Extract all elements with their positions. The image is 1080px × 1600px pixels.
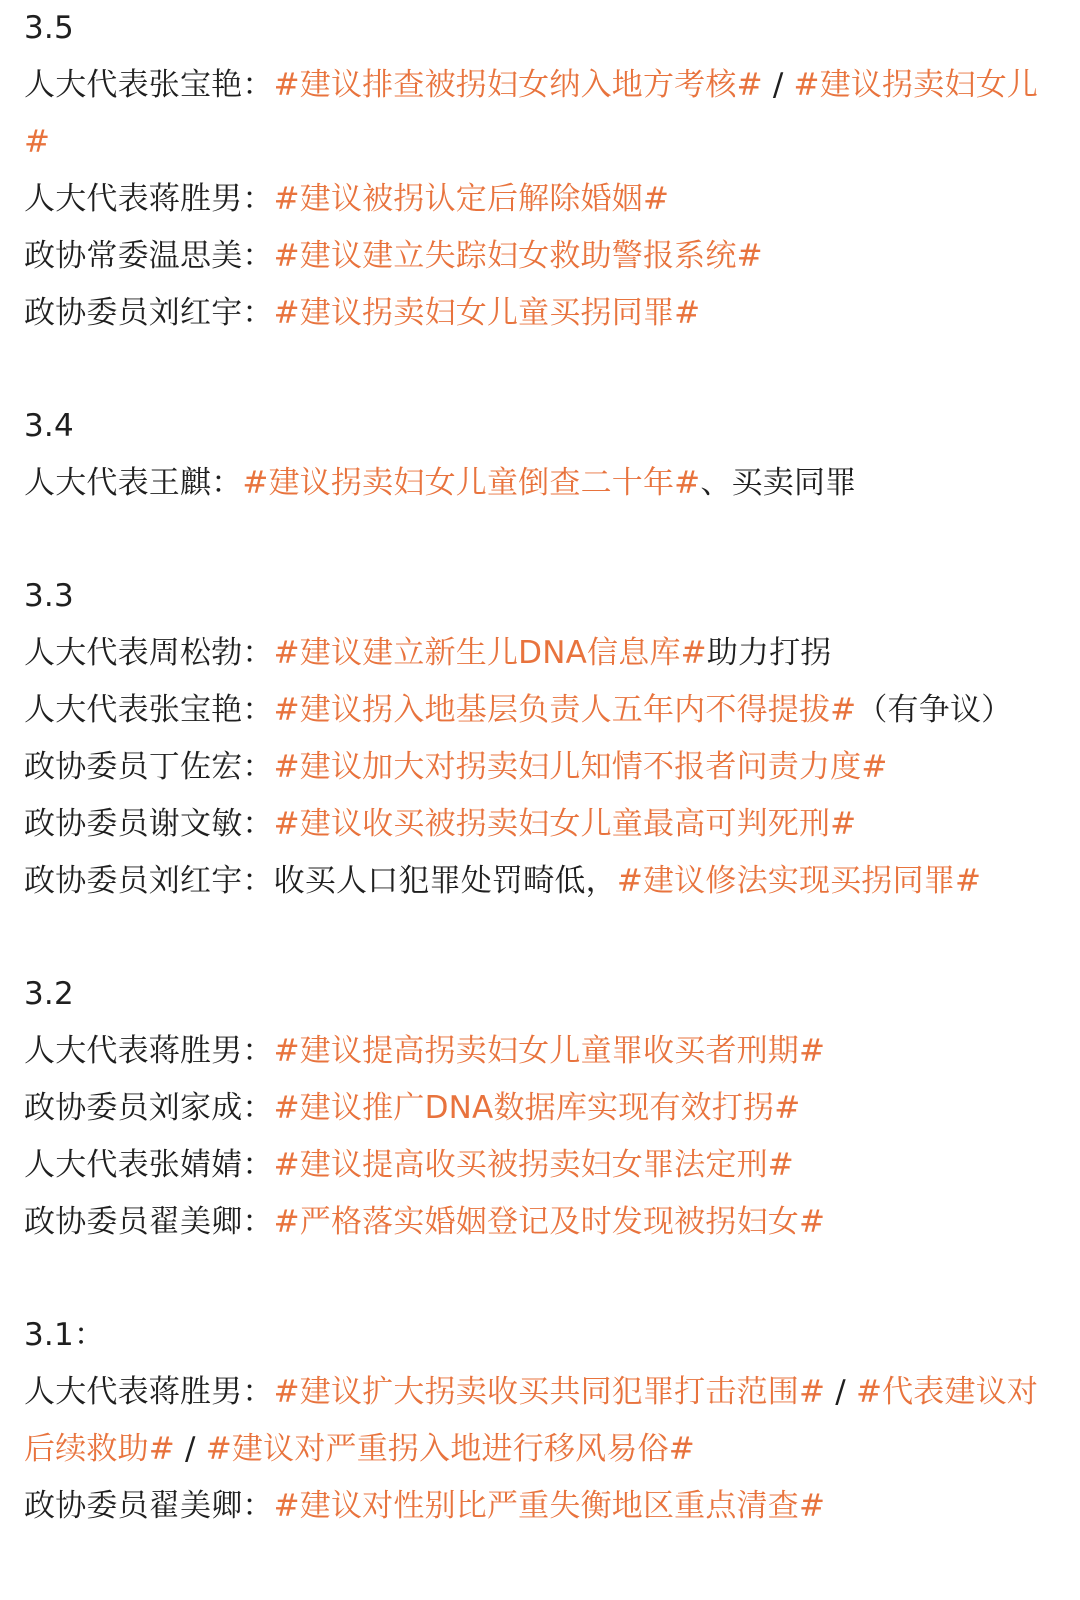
entry-text: 人大代表张婧婧： — [24, 1147, 274, 1183]
entry-line — [24, 1478, 1080, 1535]
section-spacer — [24, 910, 1080, 966]
entry-line — [24, 796, 1080, 853]
entry-line — [24, 1137, 1080, 1194]
hashtag-link[interactable]: #建议修法实现买拐同罪# — [616, 863, 982, 899]
entry-text: 政协委员刘红宇：收买人口犯罪处罚畸低， — [24, 863, 617, 899]
entry-text: 人大代表张宝艳： — [24, 67, 274, 103]
entry-text: （有争议） — [856, 692, 1013, 728]
entry-text: / — [825, 1374, 856, 1410]
hashtag-link[interactable]: #建议收买被拐卖妇女儿童最高可判死刑# — [273, 806, 857, 842]
entry-text: 政协委员丁佐宏： — [24, 749, 274, 785]
date-label: 3.1： — [24, 1317, 106, 1353]
hashtag-link[interactable]: #严格落实婚姻登记及时发现被拐妇女# — [273, 1204, 826, 1240]
hashtag-link[interactable]: #建议拐卖妇女儿童倒查二十年# — [242, 465, 701, 501]
entry-line — [24, 1023, 1080, 1080]
hashtag-link[interactable]: #代表建议对 — [855, 1374, 1039, 1410]
hashtag-link[interactable]: #建议扩大拐卖收买共同犯罪打击范围# — [273, 1374, 826, 1410]
entry-line — [24, 1080, 1080, 1137]
entry-text: / — [174, 1431, 206, 1467]
entry-text: 政协委员刘红宇： — [24, 295, 274, 331]
entry-line — [24, 682, 1080, 739]
entry-text: 人大代表蒋胜男： — [24, 1374, 274, 1410]
section-spacer — [24, 1251, 1080, 1307]
date-heading — [24, 966, 1080, 1023]
date-label: 3.5 — [24, 10, 74, 46]
hashtag-link[interactable]: #建议提高拐卖妇女儿童罪收买者刑期# — [273, 1033, 826, 1069]
hashtag-link[interactable]: #建议对性别比严重失衡地区重点清查# — [273, 1488, 826, 1524]
date-heading — [24, 0, 1080, 57]
hashtag-link[interactable]: #建议拐卖妇女儿 — [793, 67, 1039, 103]
hashtag-link[interactable]: #建议拐入地基层负责人五年内不得提拔# — [273, 692, 857, 728]
entry-line — [24, 228, 1080, 285]
post-text-body — [24, 0, 1080, 1535]
date-label: 3.4 — [24, 408, 74, 444]
entry-text: / — [762, 67, 794, 103]
entry-line — [24, 285, 1080, 342]
hashtag-link[interactable]: 后续救助# — [24, 1431, 175, 1467]
hashtag-link[interactable]: #建议拐卖妇女儿童买拐同罪# — [273, 295, 701, 331]
entry-text: 人大代表蒋胜男： — [24, 1033, 274, 1069]
hashtag-link[interactable]: #建议提高收买被拐卖妇女罪法定刑# — [273, 1147, 794, 1183]
entry-line — [24, 455, 1080, 512]
entry-text: 人大代表蒋胜男： — [24, 181, 274, 217]
section-spacer — [24, 342, 1080, 398]
entry-continuation-line — [24, 1421, 1080, 1478]
hashtag-link[interactable]: #建议建立新生儿DNA信息库# — [273, 635, 707, 671]
entry-line — [24, 171, 1080, 228]
entry-text: 政协委员刘家成： — [24, 1090, 274, 1126]
entry-text: 政协委员谢文敏： — [24, 806, 274, 842]
date-label: 3.3 — [24, 578, 74, 614]
section-spacer — [24, 512, 1080, 568]
date-label: 3.2 — [24, 976, 74, 1012]
hashtag-link[interactable]: #建议推广DNA数据库实现有效打拐# — [273, 1090, 801, 1126]
entry-text: 政协委员翟美卿： — [24, 1488, 274, 1524]
hashtag-link[interactable]: #建议建立失踪妇女救助警报系统# — [273, 238, 763, 274]
entry-text: 、买卖同罪 — [700, 465, 857, 501]
entry-text: 政协常委温思美： — [24, 238, 274, 274]
hashtag-link[interactable]: #建议排查被拐妇女纳入地方考核# — [273, 67, 763, 103]
date-heading — [24, 1307, 1080, 1364]
entry-text: 人大代表周松勃： — [24, 635, 274, 671]
date-heading — [24, 398, 1080, 455]
hashtag-link[interactable]: #建议被拐认定后解除婚姻# — [273, 181, 670, 217]
entry-line — [24, 853, 1080, 910]
entry-line — [24, 625, 1080, 682]
hashtag-link[interactable]: #建议对严重拐入地进行移风易俗# — [205, 1431, 695, 1467]
entry-line — [24, 1194, 1080, 1251]
entry-line — [24, 57, 1080, 114]
entry-text: 人大代表张宝艳： — [24, 692, 274, 728]
entry-line — [24, 739, 1080, 796]
date-heading — [24, 568, 1080, 625]
entry-line — [24, 1364, 1080, 1421]
hashtag-link[interactable]: #建议加大对拐卖妇儿知情不报者问责力度# — [273, 749, 888, 785]
entry-text: 人大代表王麒： — [24, 465, 243, 501]
entry-text: 助力打拐 — [706, 635, 832, 671]
entry-continuation-line — [24, 114, 1080, 171]
hashtag-link[interactable]: # — [24, 124, 51, 160]
entry-text: 政协委员翟美卿： — [24, 1204, 274, 1240]
